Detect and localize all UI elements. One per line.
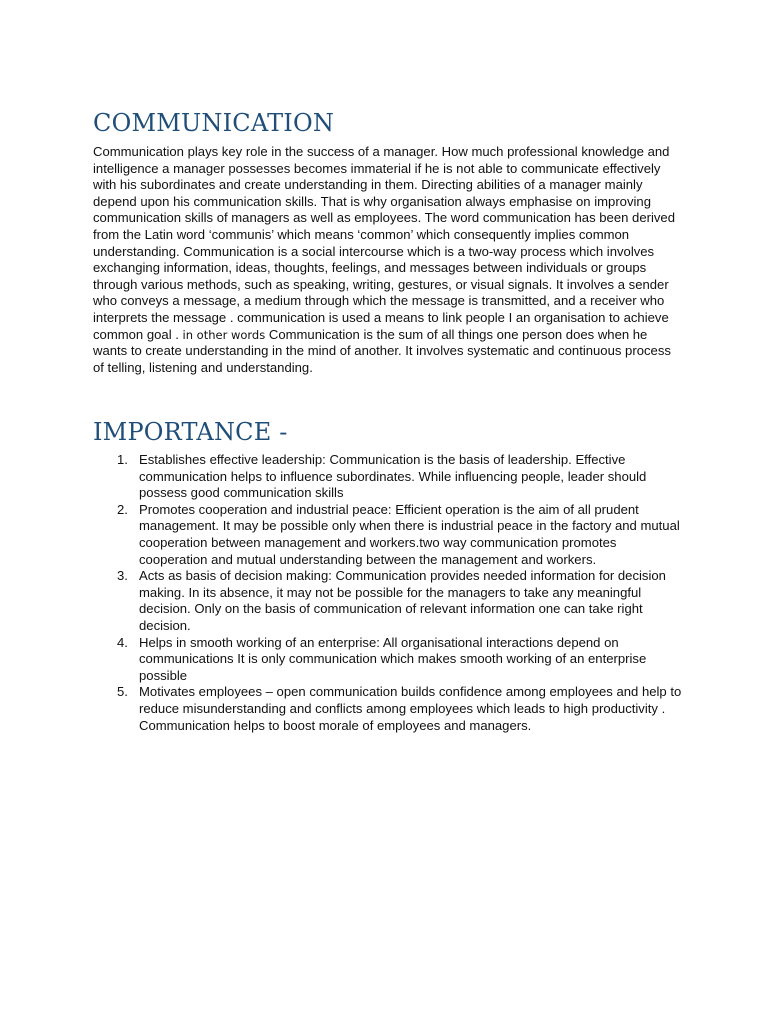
list-item-number: 4. [117, 634, 128, 650]
intro-paragraph [93, 144, 683, 376]
list-item-text: Motivates employees – open communication builds confidence among employees and help to reduce misunderstanding and conflicts among employees which leads to high productivity . Communication helps to boost morale of employees and managers. [139, 684, 682, 733]
list-item [93, 502, 683, 568]
list-item-number: 5. [117, 684, 128, 700]
list-item-text: Establishes effective leadership: Communication is the basis of leadership. Effective communication helps to influence subordinates. While influencing people, leader should possess good communication skills [139, 452, 647, 501]
intro-aside-phrase: in other words [182, 327, 266, 342]
list-item-number: 3. [117, 568, 128, 584]
heading-communication: COMMUNICATION [93, 109, 335, 137]
list-item-text: Helps in smooth working of an enterprise: All organisational interactions depend on communications It is only communication which makes smooth working of an enterprise possible [139, 634, 647, 683]
heading-importance: IMPORTANCE - [93, 418, 288, 446]
list-item-text: Acts as basis of decision making: Communication provides needed information for decision making. In its absence, it may not be possible for the managers to take any meaningful decision. Only on the basis of communication of relevant information one can take right decision. [139, 568, 666, 633]
list-item [93, 635, 683, 685]
list-item [93, 568, 683, 634]
importance-list [93, 452, 683, 734]
list-item [93, 452, 683, 502]
list-item-text: Promotes cooperation and industrial peace: Efficient operation is the aim of all prudent management. It may be possible only when there is industrial peace in the factory and mutual cooperation between management and workers.two way communication promotes cooperation and mutual understanding between the management and workers. [139, 501, 680, 567]
intro-text-part2: Communication is the sum of all things one person does when he wants to create understanding in the mind of another. It involves systematic and continuous process of telling, listening and understanding. [93, 326, 671, 375]
list-item-number: 2. [117, 501, 128, 517]
list-item-number: 1. [117, 452, 128, 467]
list-item [93, 684, 683, 734]
intro-text-part1: Communication plays key role in the success of a manager. How much professional knowledge and intelligence a manager possesses becomes immaterial if he is not able to communicate effectively with his subordinates and create understanding in them. Directing abilities of a manager mainly depend upon his communication skills. That is why organisation always emphasise on improving communication skills of managers as well as employees. The word communication has been derived from the Latin word ‘communis’ which means ‘common’ which consequently implies common understanding. Communication is a social intercourse which is a two-way process which involves exchanging information, ideas, thoughts, feelings, and messages between individuals or groups through various methods, such as speaking, writing, gestures, or visual signals. It involves a sender who conveys a message, a medium through which the message is transmitted, and a receiver who interprets the message . communication is used a means to link people I an organisation to achieve common goal . [93, 144, 675, 342]
